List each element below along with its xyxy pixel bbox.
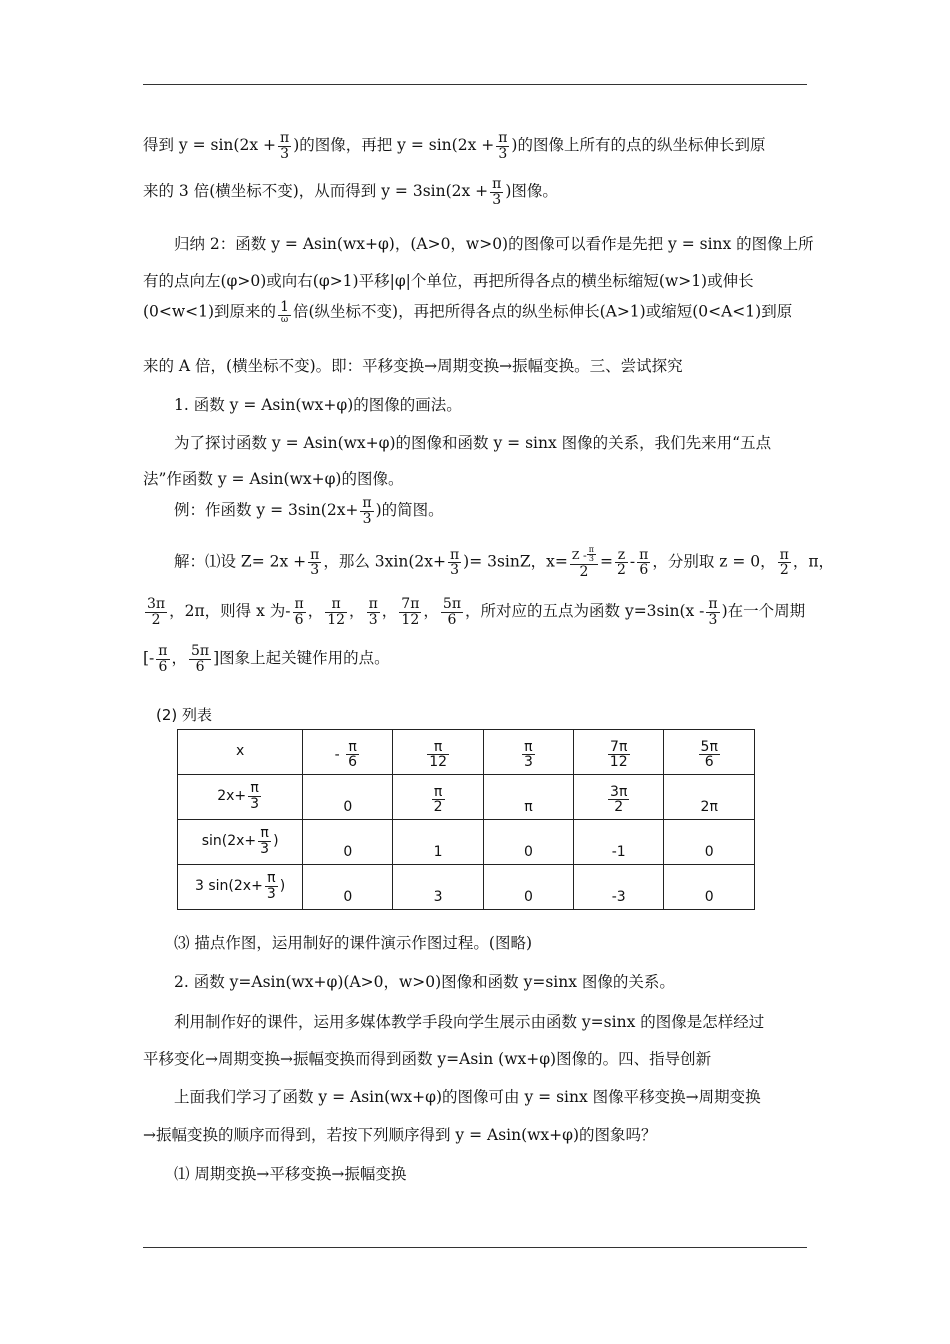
text-run: )= 3sinZ，x= xyxy=(463,552,568,571)
text-run: )的图像，再把 y = sin(2x + xyxy=(293,136,495,155)
fraction: $\frac{\pi}{12}$ xyxy=(327,596,346,628)
table-cell: 0 xyxy=(303,820,393,865)
fraction: $\frac{\pi}{3}$ xyxy=(368,596,378,628)
text-run: [- xyxy=(143,649,155,668)
text-run: ，那么 3xin(2x+ xyxy=(323,552,446,571)
text-line: 2. 函数 y=Asin(wx+φ)(A>0，w>0)图像和函数 y=sinx 图像的关系。 xyxy=(174,973,675,991)
text-line: 来的 A 倍，(横坐标不变)。即：平移变换→周期变换→振幅变换。三、尝试探究 xyxy=(143,357,683,375)
text-line: ⑴ 周期变换→平移变换→振幅变换 xyxy=(174,1165,407,1183)
table-cell: 0 xyxy=(483,820,573,865)
text-line xyxy=(143,131,807,161)
fraction: $\frac{\pi}{3}$ xyxy=(708,596,718,628)
text-run: ， xyxy=(171,649,188,668)
text-line: 有的点向左(φ>0)或向右(φ>1)平移|φ|个单位，再把所得各点的横坐标缩短(w>1)或伸长 xyxy=(143,272,754,290)
fraction: $\frac{\pi}{3}$ xyxy=(449,546,460,579)
text-line: 法”作函数 y = Asin(wx+φ)的图像。 xyxy=(143,470,404,488)
text-line: 1. 函数 y = Asin(wx+φ)的图像的画法。 xyxy=(174,396,462,414)
table-cell: 1 xyxy=(393,820,483,865)
fraction: $\frac{5\pi}{6}$ xyxy=(442,596,462,628)
table-cell: - $\frac{\pi}{6}$ xyxy=(303,730,393,775)
fraction: $\frac{\pi}{3}$ xyxy=(492,176,502,208)
table-cell: 0 xyxy=(664,865,755,910)
text-run: ， xyxy=(349,602,365,621)
footer-rule xyxy=(143,1247,807,1248)
text-run: = xyxy=(600,552,613,571)
table-row xyxy=(178,730,755,775)
value-table xyxy=(177,729,755,910)
table-cell: $\frac{\pi}{12}$ xyxy=(393,730,483,775)
text-run: ，π， xyxy=(792,552,835,571)
text-run: 得到 y = sin(2x + xyxy=(143,136,276,155)
table-cell: 0 xyxy=(664,820,755,865)
fraction: Z - $\frac{\pi}{3}$ 2 xyxy=(570,546,598,579)
text-line: 平移变化→周期变换→振幅变换而得到函数 y=Asin (wx+φ)图像的。四、指导创新 xyxy=(143,1050,712,1068)
table-cell: -3 xyxy=(573,865,663,910)
text-run: 解：⑴设 Z= 2x + xyxy=(174,552,307,571)
text-line xyxy=(143,496,838,526)
text-line xyxy=(143,546,838,579)
text-run: )的简图。 xyxy=(375,501,444,520)
table-row xyxy=(178,865,755,910)
row-header-sin: sin(2x+ $\frac{\pi}{3}$ ) xyxy=(178,820,303,865)
table-cell: π xyxy=(483,775,573,820)
row-header-x: x xyxy=(178,730,303,775)
table-cell: $\frac{5\pi}{6}$ xyxy=(664,730,755,775)
text-run: 倍(纵坐标不变)，再把所得各点的纵坐标伸长(A>1)或缩短(0<A<1)到原 xyxy=(292,302,793,321)
text-run: ]图象上起关键作用的点。 xyxy=(213,649,390,668)
fraction: $\frac{\pi}{3}$ xyxy=(362,495,372,527)
table-cell: $\frac{\pi}{2}$ xyxy=(393,775,483,820)
text-line: 为了探讨函数 y = Asin(wx+φ)的图像和函数 y = sinx 图像的关系，我们先来用“五点 xyxy=(174,434,772,452)
text-run: (0<w<1)到原来的 xyxy=(143,302,277,321)
row-header-2x: 2x+ $\frac{\pi}{3}$ xyxy=(178,775,303,820)
text-line xyxy=(143,300,807,325)
table-cell: -1 xyxy=(573,820,663,865)
text-line: ⑶ 描点作图，运用制好的课件演示作图过程。(图略) xyxy=(174,934,533,952)
text-run: 例：作函数 y = 3sin(2x+ xyxy=(174,501,359,520)
table-cell: 0 xyxy=(483,865,573,910)
table-cell: 0 xyxy=(303,775,393,820)
fraction: $\frac{\pi}{6}$ xyxy=(158,643,168,675)
fraction: $\frac{\pi}{3}$ xyxy=(279,130,290,162)
text-run: ， xyxy=(307,602,324,621)
text-run: 来的 3 倍(横坐标不变)，从而得到 y = 3sin(2x + xyxy=(143,182,489,201)
text-run: ， xyxy=(423,602,439,621)
fraction: $\frac{7\pi}{12}$ xyxy=(401,596,420,628)
text-run: )的图像上所有的点的纵坐标伸长到原 xyxy=(511,136,766,155)
table-cell: $\frac{7\pi}{12}$ xyxy=(573,730,663,775)
table-cell: $\frac{3\pi}{2}$ xyxy=(573,775,663,820)
table-cell: 0 xyxy=(303,865,393,910)
fraction: $\frac{3\pi}{2}$ xyxy=(147,596,166,628)
header-rule xyxy=(143,84,807,85)
text-line xyxy=(143,177,807,207)
text-run: )在一个周期 xyxy=(721,602,806,621)
text-run: ，2π，则得 x 为- xyxy=(169,602,291,621)
table-cell: 3 xyxy=(393,865,483,910)
text-line: 上面我们学习了函数 y = Asin(wx+φ)的图像可由 y = sinx 图像平移变换→周期变换 xyxy=(174,1088,761,1106)
fraction: $\frac{\pi}{6}$ xyxy=(294,596,304,628)
table-caption: (2) 列表 xyxy=(156,706,213,724)
text-line xyxy=(143,597,807,627)
table-cell: 2π xyxy=(664,775,755,820)
row-header-3sin: 3 sin(2x+ $\frac{\pi}{3}$ ) xyxy=(178,865,303,910)
text-line xyxy=(143,644,807,674)
text-run: )图像。 xyxy=(505,182,558,201)
text-run: ， xyxy=(381,602,398,621)
text-line: 归纳 2：函数 y = Asin(wx+φ)，(A>0，w>0)的图像可以看作是先把 y = sinx 的图像上所 xyxy=(174,235,814,253)
table-row xyxy=(178,820,755,865)
table-row xyxy=(178,775,755,820)
fraction: $\frac{z}{2}$ xyxy=(617,546,626,579)
text-run: ，所对应的五点为函数 y=3sin(x - xyxy=(465,602,705,621)
table-cell: $\frac{\pi}{3}$ xyxy=(483,730,573,775)
fraction: $\frac{\pi}{3}$ xyxy=(498,130,508,162)
fraction: $\frac{\pi}{3}$ xyxy=(310,546,320,579)
text-line: 利用制作好的课件，运用多媒体教学手段向学生展示由函数 y=sinx 的图像是怎样经过 xyxy=(174,1013,765,1031)
text-line: →振幅变换的顺序而得到，若按下列顺序得到 y = Asin(wx+φ)的图象吗？ xyxy=(143,1126,657,1144)
text-run: - xyxy=(629,552,636,571)
fraction: $\frac{5\pi}{6}$ xyxy=(191,643,210,675)
fraction: $\frac{\pi}{6}$ xyxy=(639,546,649,579)
text-run: ，分别取 z = 0， xyxy=(652,552,776,571)
fraction: $\frac{\pi}{2}$ xyxy=(779,546,789,579)
fraction: $\frac{1}{\omega}$ xyxy=(280,299,289,325)
